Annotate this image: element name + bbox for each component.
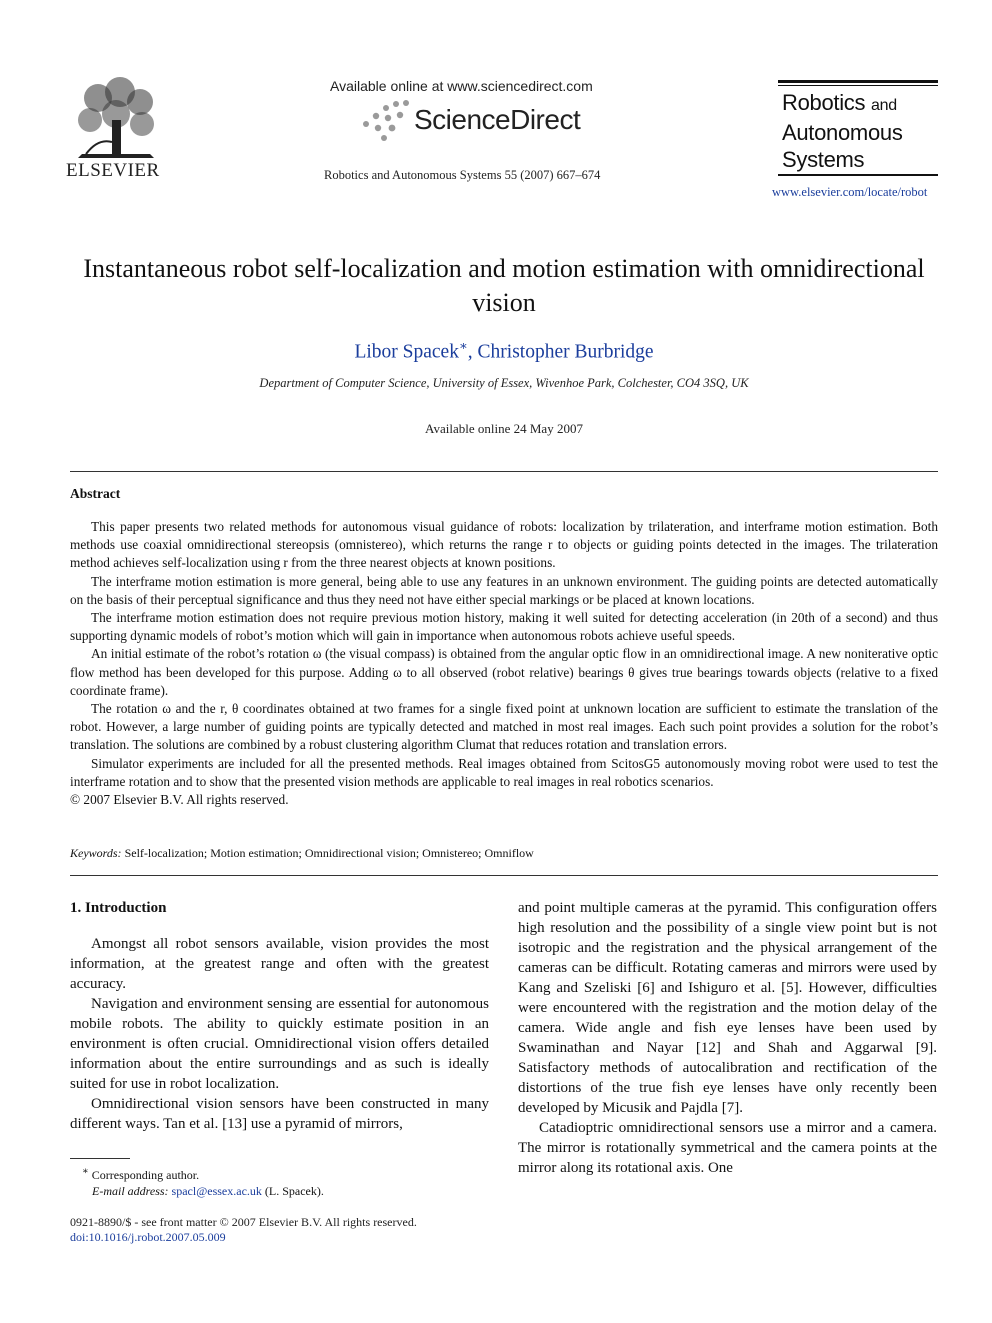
author-link[interactable]: Christopher Burbridge [477, 341, 654, 363]
keywords-label: Keywords: [70, 846, 122, 860]
issn-line: 0921-8890/$ - see front matter © 2007 Elsevier B.V. All rights reserved. [70, 1215, 417, 1229]
author-link[interactable]: Libor Spacek [354, 341, 459, 363]
body-paragraph: and point multiple cameras at the pyramid. This configuration offers high resolution and the possibility of a single view point but is not isotropic and the registration and the physical arrangement of the cameras can be difficult. Rotating cameras and mirrors were used by Kang and Szeliski [6] and Ishiguro et al. [5]. However, difficulties were encountered with the registration and the motion delay of the camera. Wide angle and fish eye lenses have been used by Swaminathan and Nayar [12] and Shah and Aggarwal [9]. Satisfactory methods of autocalibration and rectification of the distortions of the true fish eye lenses have only recently been developed by Micusik and Pajdla [7]. [518, 900, 937, 1116]
email-link[interactable]: spacl@essex.ac.uk [171, 1184, 262, 1198]
abstract-paragraph: The interframe motion estimation does not require previous motion history, making it well suited for detecting acceleration (in 20th of a second) and thus supporting dynamic models of robot’s motion which will gain in importance when autonomous robots achieve useful speeds. [70, 610, 938, 644]
body-column-right [518, 898, 937, 1178]
abstract-paragraph: This paper presents two related methods for autonomous visual guidance of robots: localization by trilateration, and interframe motion estimation. Both methods use coaxial omnidirectional stereopsis (omnistereo), which returns the range r to objects or guiding points detected in the images. The trilateration method achieves self-localization using r from the three nearest objects at known positions. [70, 519, 938, 571]
corresponding-author-mark[interactable]: ∗ [458, 338, 468, 353]
keywords [70, 846, 938, 861]
email-owner: (L. Spacek). [264, 1184, 324, 1198]
corresponding-author-note: Corresponding author. [91, 1168, 200, 1182]
publisher-name: ELSEVIER [66, 160, 160, 181]
abstract-paragraph: Simulator experiments are included for all the presented methods. Real images obtained from ScitosG5 autonomously moving robot were used to test the interframe rotation and to show that the presented vision methods are applicable to real images in real robotics scenarios. [70, 755, 938, 789]
author-list: Libor Spacek∗, Christopher Burbridge [354, 338, 654, 363]
sciencedirect-wordmark: ScienceDirect [414, 104, 581, 135]
abstract-body [70, 518, 938, 809]
abstract-heading: Abstract [70, 486, 121, 501]
body-paragraph: Navigation and environment sensing are essential for autonomous mobile robots. The ability to quickly estimate position in an environment is often crucial. Omnidirectional vision offers detailed information about the entire surroundings and as such is ideally suited for use in robot localization. [70, 996, 489, 1092]
abstract-paragraph: The rotation ω and the r, θ coordinates obtained at two frames for a single fixed point at unknown location are sufficient to estimate the translation of the robot. However, a large number of guiding points are typically detected and matched in most real images. Each such point provides a solution for the robot’s translation. The solutions are combined by a robust clustering algorithm Clumat that reduces rotation and translation errors. [70, 701, 938, 753]
body-paragraph: Amongst all robot sensors available, vision provides the most information, at the greatest range and often with the greatest accuracy. [70, 936, 489, 992]
journal-url-link[interactable]: www.elsevier.com/locate/robot [772, 185, 928, 199]
available-date: Available online 24 May 2007 [425, 421, 583, 436]
body-column-left [70, 898, 489, 1134]
copyright-line: © 2007 Elsevier B.V. All rights reserved. [70, 792, 289, 808]
journal-title-block [778, 80, 938, 176]
body-paragraph: Catadioptric omnidirectional sensors use a mirror and a camera. The mirror is rotationally symmetrical and the camera points at the mirror along its rotational axis. One [518, 1120, 937, 1176]
divider [70, 875, 938, 876]
footnote-mark: ∗ [82, 1166, 89, 1177]
sciencedirect-dots-icon [356, 98, 416, 142]
available-online-note: Available online at www.sciencedirect.com [330, 78, 593, 94]
journal-reference: Robotics and Autonomous Systems 55 (2007) 667–674 [324, 168, 601, 182]
divider [70, 471, 938, 472]
paper-title: Instantaneous robot self-localization and motion estimation with omnidirectional vision [83, 254, 925, 317]
journal-title: Robotics and Autonomous Systems [782, 90, 903, 172]
body-paragraph: Omnidirectional vision sensors have been constructed in many different ways. Tan et al. [13] use a pyramid of mirrors, [70, 1096, 489, 1132]
footnote-divider [70, 1158, 130, 1159]
affiliation: Department of Computer Science, University of Essex, Wivenhoe Park, Colchester, CO4 3SQ, UK [259, 376, 749, 390]
doi-link[interactable]: doi:10.1016/j.robot.2007.05.009 [70, 1230, 226, 1244]
sciencedirect-logo [356, 98, 596, 144]
keywords-text: Self-localization; Motion estimation; Omnidirectional vision; Omnistereo; Omniflow [124, 846, 534, 860]
section-heading: 1. Introduction [70, 900, 167, 916]
email-label: E-mail address: [92, 1184, 169, 1198]
abstract-paragraph: The interframe motion estimation is more general, being able to use any features in an unknown environment. The guiding points are detected automatically on the basis of their perceptual significance and thus they need not have either special markings or be placed at known locations. [70, 573, 938, 607]
footnote [70, 1164, 489, 1199]
abstract-paragraph: An initial estimate of the robot’s rotation ω (the visual compass) is obtained from the angular optic flow in an omnidirectional image. A new noniterative optic flow method has been developed for this purpose. Adding ω to all observed (robot relative) bearings θ gives true bearings towards objects (relative to a fixed coordinate frame). [70, 646, 938, 698]
